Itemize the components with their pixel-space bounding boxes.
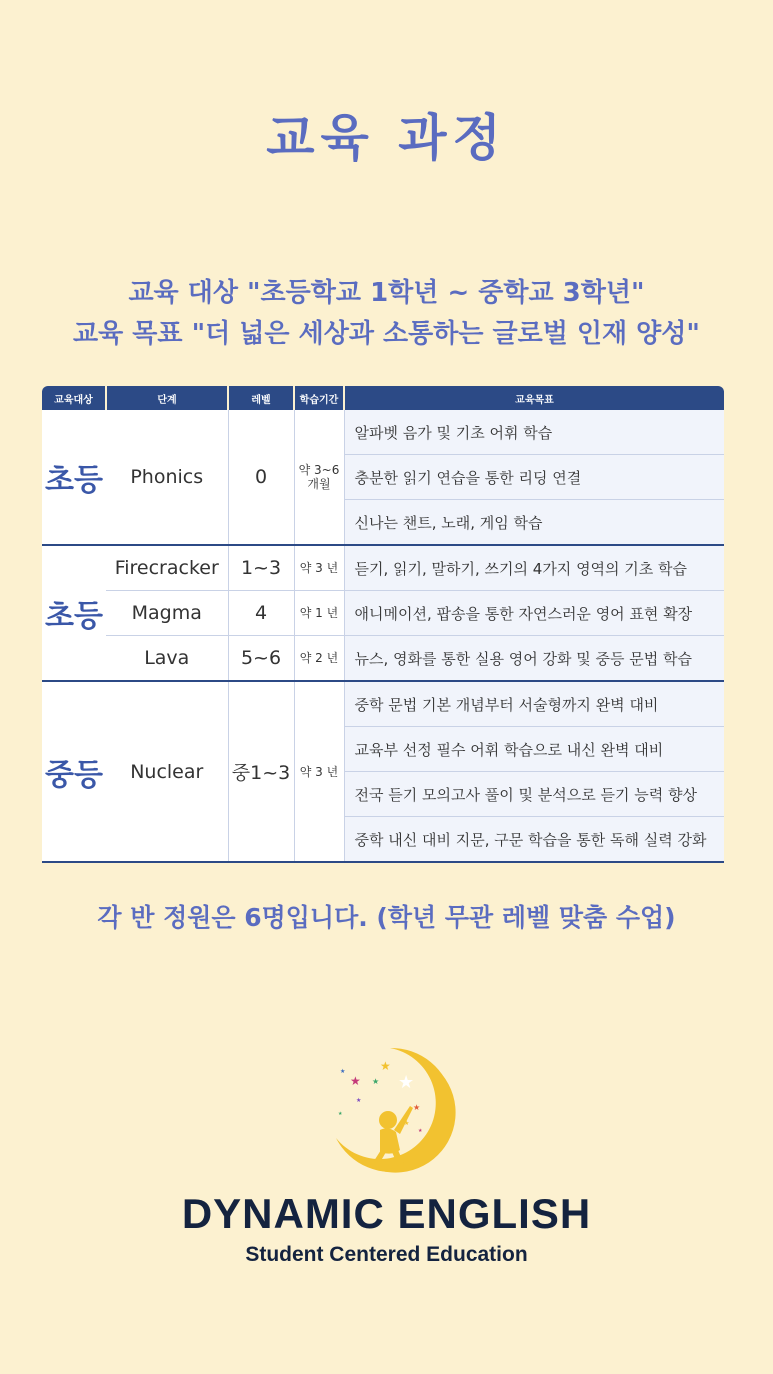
svg-text:★: ★ [372, 1077, 380, 1086]
table-row [42, 636, 724, 682]
svg-text:★: ★ [380, 1059, 391, 1073]
education-goal-subtitle: 교육 목표 "더 넓은 세상과 소통하는 글로벌 인재 양성" [73, 319, 700, 349]
svg-text:★: ★ [418, 1128, 423, 1134]
svg-text:★: ★ [398, 1072, 415, 1093]
level-cell: 4 [228, 591, 294, 636]
level-cell: 1~3 [228, 545, 294, 591]
stage-cell: Lava [106, 636, 228, 682]
header-period: 학습기간 [294, 386, 344, 410]
header-target: 교육대상 [42, 386, 106, 410]
goal-cell: 교육부 선정 필수 어휘 학습으로 내신 완벽 대비 [344, 727, 724, 772]
period-cell: 약 1 년 [294, 591, 344, 636]
level-cell: 중1~3 [228, 681, 294, 862]
goal-cell: 듣기, 읽기, 말하기, 쓰기의 4가지 영역의 기초 학습 [344, 545, 724, 591]
curriculum-table-wrapper [42, 386, 724, 863]
brand-name: DYNAMIC ENGLISH [181, 1190, 592, 1237]
level-cell: 0 [228, 410, 294, 545]
period-line: 약 3~6 [298, 463, 340, 477]
stage-cell: Phonics [106, 410, 228, 545]
moon-child-logo-icon [318, 1040, 458, 1180]
target-elementary: 초등 [42, 410, 106, 545]
svg-text:★: ★ [413, 1103, 421, 1112]
goal-cell: 중학 내신 대비 지문, 구문 학습을 통한 독해 실력 강화 [344, 817, 724, 863]
goal-cell: 중학 문법 기본 개념부터 서술형까지 완벽 대비 [344, 681, 724, 727]
svg-text:★: ★ [340, 1068, 346, 1075]
class-size-note: 각 반 정원은 6명입니다. (학년 무관 레벨 맞춤 수업) [97, 903, 676, 932]
table-row [42, 591, 724, 636]
table-row [42, 410, 724, 455]
target-elementary: 초등 [42, 545, 106, 681]
period-cell [294, 410, 344, 545]
page-title: 교육 과정 [266, 109, 507, 167]
table-row [42, 545, 724, 591]
stage-cell: Nuclear [106, 681, 228, 862]
goal-cell: 충분한 읽기 연습을 통한 리딩 연결 [344, 455, 724, 500]
level-cell: 5~6 [228, 636, 294, 682]
stage-cell: Firecracker [106, 545, 228, 591]
header-stage: 단계 [106, 386, 228, 410]
header-goal: 교육목표 [344, 386, 724, 410]
table-row [42, 681, 724, 727]
header-level: 레벨 [228, 386, 294, 410]
goal-cell: 알파벳 음가 및 기초 어휘 학습 [344, 410, 724, 455]
period-cell: 약 3 년 [294, 545, 344, 591]
period-line: 개월 [307, 477, 331, 491]
education-target-subtitle: 교육 대상 "초등학교 1학년 ~ 중학교 3학년" [128, 278, 645, 308]
goal-cell: 신나는 챈트, 노래, 게임 학습 [344, 500, 724, 546]
goal-cell: 전국 듣기 모의고사 풀이 및 분석으로 듣기 능력 향상 [344, 772, 724, 817]
goal-cell: 뉴스, 영화를 통한 실용 영어 강화 및 중등 문법 학습 [344, 636, 724, 682]
curriculum-table [42, 386, 724, 863]
svg-text:★: ★ [338, 1111, 343, 1117]
period-cell: 약 3 년 [294, 681, 344, 862]
svg-text:★: ★ [350, 1074, 361, 1088]
svg-text:★: ★ [404, 1120, 410, 1127]
table-header-row [42, 386, 724, 410]
goal-cell: 애니메이션, 팝송을 통한 자연스러운 영어 표현 확장 [344, 591, 724, 636]
target-middle: 중등 [42, 681, 106, 862]
brand-tagline: Student Centered Education [245, 1243, 528, 1266]
stage-cell: Magma [106, 591, 228, 636]
svg-text:★: ★ [356, 1097, 362, 1104]
period-cell: 약 2 년 [294, 636, 344, 682]
